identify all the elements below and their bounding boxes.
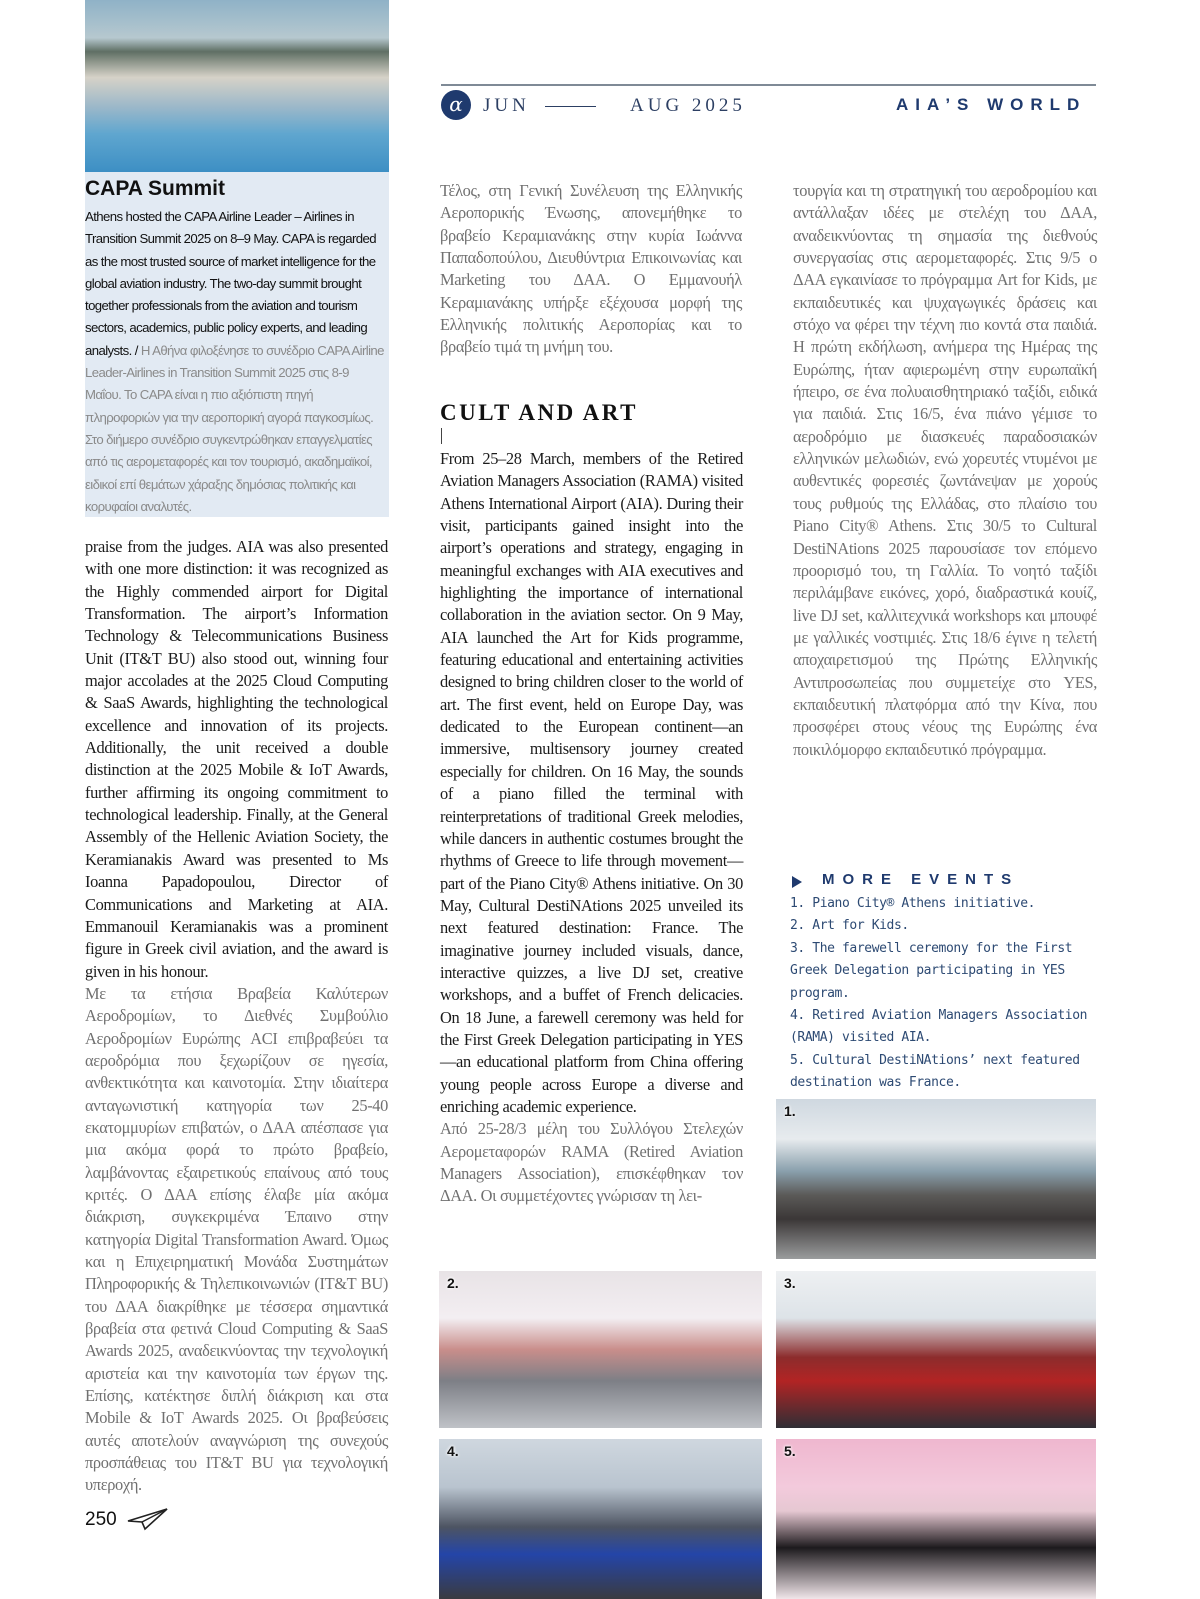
photo-number: 1. (784, 1103, 796, 1119)
photo-number: 5. (784, 1443, 796, 1459)
page-number: 250 (85, 1509, 117, 1530)
more-events-item: 4. Retired Aviation Managers Association (RAMA) visited AIA. (790, 1008, 1088, 1046)
capa-title: CAPA Summit (85, 177, 226, 200)
cult-gr-start: Από 25-28/3 μέλη του Συλλόγου Στελεχών Αερομεταφορών RAMA (Retired Aviation Managers Association), επισκέφθηκαν τον ΔΑΑ. Οι συμμετέχοντες γνώρισαν τη λει- (440, 1119, 743, 1206)
header-section-title: AIA’S WORLD (896, 95, 1087, 114)
triangle-bullet-icon (792, 876, 802, 888)
more-events-item: 5. Cultural DestiNAtions’ next featured destination was France. (790, 1052, 1080, 1091)
column-a-gr: Με τα ετήσια Βραβεία Καλύτερων Αεροδρομίων, το Διεθνές Συμβούλιο Αεροδρομίων Ευρώπης ACI επιβραβεύει τα αεροδρόμια που ξεχωρίζουν σε ηγεσία, ανθεκτικότητα και καινοτομία. Στην ιδιαίτερα ανταγωνιστική κατηγορία των 25-40 εκατομμυρίων επιβατών, ο ΔΑΑ απέσπασε για μια ακόμα φορά το πρώτο βραβείο, λαμβάνοντας εξαιρετικούς επαίνους από τους κριτές. Ο ΔΑΑ επίσης έλαβε μία ακόμα διάκριση, συγκεκριμένα Έπαινο στην κατηγορία Digital Transformation Award. Όμως και η Επιχειρηματική Μονάδα Συστημάτων Πληροφορικής & Τηλεπικοινωνιών (IT&T BU) του ΔΑΑ διακρίθηκε με τέσσερα σημαντικά βραβεία στα φετινά Cloud Computing & SaaS Awards 2025, αναδεικνύοντας την τεχνολογική αριστεία και την καινοτομία των έργων της. Επίσης, κατέκτησε διπλή διάκριση και στα Mobile & IoT Awards 2025. Οι βραβεύσεις αυτές αποτελούν αναγνώριση της συνεχούς προσπάθειας του IT&T BU για τεχνολογική υπεροχή. (85, 983, 388, 1495)
photo-event-5 (776, 1439, 1096, 1599)
paper-plane-icon (127, 1507, 169, 1531)
column-b-cult (440, 448, 743, 1208)
capa-body (85, 206, 387, 518)
photo-number: 4. (447, 1443, 459, 1459)
photo-number: 2. (447, 1275, 459, 1291)
capa-body-en: Athens hosted the CAPA Airline Leader – Airlines in Transition Summit 2025 on 8–9 May. CAPA is regarded as the most trusted source of market intelligence for the global aviation industry. The two-day summit brought together professionals from the aviation and tourism sectors, academics, public policy experts, and leading analysts. / (85, 209, 376, 358)
cult-and-art-heading: CULT AND ART (440, 400, 638, 425)
more-events-item: 1. Piano City® Athens initiative. (790, 896, 1036, 911)
more-events-item: 2. Art for Kids. (790, 918, 909, 934)
column-b-top (440, 180, 742, 359)
column-a (85, 536, 388, 1497)
header-dash (545, 106, 596, 107)
photo-event-3 (776, 1271, 1096, 1428)
column-b-top-gr: Τέλος, στη Γενική Συνέλευση της Ελληνικής Αεροπορικής Ένωσης, απονεμήθηκε το βραβείο Κεραμιανάκης στην κυρία Ιωάννα Παπαδοπούλου, Διευθύντρια Επικοινωνίας και Marketing του ΔΑΑ. Ο Εμμανουήλ Κεραμιανάκης υπήρξε εξέχουσα μορφή της Ελληνικής πολιτικής Αεροπορίας και το βραβείο τιμά τη μνήμη του. (440, 181, 742, 357)
photo-event-2 (439, 1271, 762, 1428)
header-period-end: AUG 2025 (630, 95, 746, 116)
photo-number: 3. (784, 1275, 796, 1291)
header-period-start: JUN (483, 95, 530, 116)
more-events-item: 3. The farewell ceremony for the First Greek Delegation participating in YES program. (790, 940, 1073, 1001)
column-a-en: praise from the judges. AIA was also presented with one more distinction: it was recognized as the Highly commended airport for Digital Transformation. The airport’s Information Technology & Telecommunications Business Unit (IT&T BU) also stood out, winning four major accolades at the 2025 Cloud Computing & SaaS Awards, highlighting the technological excellence and innovation of its projects. Additionally, the unit received a double distinction at the 2025 Mobile & IoT Awards, further affirming its ongoing commitment to technological leadership. Finally, at the General Assembly of the Hellenic Aviation Society, the Keramianakis Award was presented to Ms Ioanna Papadopoulou, Director of Communications and Marketing at AIA. Emmanouil Keramianakis was a prominent figure in Greek civil aviation, and the award is given in his honour. (85, 537, 388, 981)
more-events-list (790, 893, 1096, 1095)
photo-event-4 (439, 1439, 762, 1599)
more-events-title: MORE EVENTS (822, 871, 1020, 888)
cult-en: From 25–28 March, members of the Retired Aviation Managers Association (RAMA) visited Athens International Airport (AIA). During their visit, participants gained insight into the airport’s operations and strategy, engaging in meaningful exchanges with AIA executives and highlighting the importance of international collaboration in the aviation sector. On 9 May, AIA launched the Art for Kids programme, featuring educational and entertaining activities designed to bring children closer to the world of art. The first event, held on Europe Day, was dedicated to the European continent—an immersive, multisensory journey created especially for children. On 16 May, the sounds of a piano filled the terminal with reinterpretations of traditional Greek melodies, while dancers in authentic costumes brought the rhythms of Greece to life through movement—part of the Piano City® Athens initiative. On 30 May, Cultural DestiNAtions 2025 unveiled its next featured destination: France. The imaginative journey included visuals, dance, interactive quizzes, a live DJ set, creative workshops, and a buffet of French delicacies. On 18 June, a farewell ceremony was held for the First Greek Delegation participating in YES—an educational platform from China offering young people across Europe a diverse and enriching academic experience. (440, 449, 743, 1116)
photo-capa-summit (85, 0, 389, 172)
photo-event-1 (776, 1099, 1096, 1259)
capa-body-gr: Η Αθήνα φιλοξένησε το συνέδριο CAPA Airline Leader-Airlines in Transition Summit 2025 στις 8-9 Μαΐου. Το CAPA είναι η πιο αξιόπιστη πηγή πληροφοριών για την αεροπορική αγορά παγκοσμίως. Στο διήμερο συνέδριο συγκεντρώθηκαν επαγγελματίες από τις αερομεταφορές και τον τουρισμό, ακαδημαϊκοί, ειδικοί επί θεμάτων χάραξης δημόσιας πολιτικής και κορυφαίοι αναλυτές. (85, 342, 384, 514)
header-rule (441, 84, 1096, 86)
aia-logo-icon: α (441, 90, 471, 120)
column-c (793, 180, 1097, 761)
heading-divider (441, 428, 442, 444)
column-c-gr: τουργία και τη στρατηγική του αεροδρομίου και αντάλλαξαν ιδέες με στελέχη του ΔΑΑ, αναδεικνύοντας τη σημασία της διεθνούς συνεργασίας στις αερομεταφορές. Στις 9/5 ο ΔΑΑ εγκαινίασε το πρόγραμμα Art for Kids, με εκπαιδευτικές και ψυχαγωγικές δράσεις και στόχο να φέρει την τέχνη πιο κοντά στα παιδιά. Η πρώτη εκδήλωση, ανήμερα της Ημέρας της Ευρώπης, ήταν αφιερωμένη στην ευρωπαϊκή ήπειρο, σε ένα πολυαισθητηριακό ταξίδι, ειδικά για παιδιά. Στις 16/5, ένα πιάνο γέμισε το αεροδρόμιο με διασκευές παραδοσιακών ελληνικών μελωδιών, ενώ χορευτές ντυμένοι με αυθεντικές φορεσιές ζωντάνεψαν με χορούς τους ρυθμούς της Ελλάδας, στο πλαίσιο του Piano City® Athens. Στις 30/5 το Cultural DestiNAtions 2025 παρουσίασε τον επόμενο προορισμό του, τη Γαλλία. Το νοητό ταξίδι περιλάμβανε εικόνες, χορό, διαδραστικά κουίζ, live DJ set, καλλιτεχνικά workshops και μπουφέ με γαλλικές νοστιμιές. Στις 18/6 έγινε η τελετή αποχαιρετισμού της Πρώτης Ελληνικής Αντιπροσωπείας που συμμετείχε στο YES, εκπαιδευτική πλατφόρμα από την Κίνα, που προσφέρει στους νέους της Ευρώπης ένα ποικιλόμορφο εκπαιδευτικό πρόγραμμα. (793, 181, 1097, 759)
